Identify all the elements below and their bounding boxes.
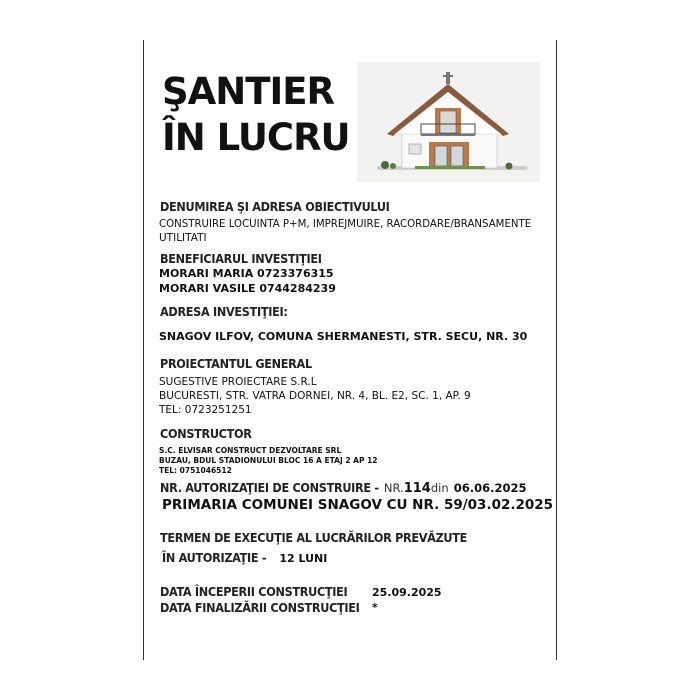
beneficiar-line-2: MORARI VASILE 0744284239 bbox=[159, 282, 336, 295]
proiectant-line-1: SUGESTIVE PROIECTARE S.R.L bbox=[159, 376, 317, 388]
autorizatie-row bbox=[160, 477, 527, 496]
termen-heading-line-2: ÎN AUTORIZAŢIE - bbox=[162, 550, 267, 565]
termen-value: 12 LUNI bbox=[279, 552, 328, 565]
autorizatie-issuer: PRIMARIA COMUNEI SNAGOV CU NR. 59/03.02.2025 bbox=[162, 497, 554, 513]
constructor-heading: CONSTRUCTOR bbox=[160, 426, 252, 441]
adresa-heading: ADRESA INVESTIŢIEI: bbox=[160, 304, 288, 319]
obiectiv-heading: DENUMIREA ŞI ADRESA OBIECTIVULUI bbox=[160, 199, 390, 214]
autorizatie-din: din bbox=[430, 481, 449, 495]
autorizatie-date: 06.06.2025 bbox=[453, 481, 527, 495]
termen-row bbox=[162, 547, 327, 566]
title-line-1: ŞANTIER bbox=[162, 70, 335, 113]
data-finalizare-value: * bbox=[372, 601, 378, 614]
autorizatie-heading: NR. AUTORIZAŢIEI DE CONSTRUIRE - bbox=[160, 480, 379, 495]
data-finalizare-label: DATA FINALIZĂRII CONSTRUCŢIEI bbox=[160, 600, 360, 615]
title-line-2: ÎN LUCRU bbox=[162, 116, 350, 159]
termen-heading-line-1: TERMEN DE EXECUŢIE AL LUCRĂRILOR PREVĂZUTE bbox=[160, 530, 468, 545]
obiectiv-line-2: UTILITATI bbox=[159, 232, 207, 244]
proiectant-heading: PROIECTANTUL GENERAL bbox=[160, 356, 312, 371]
proiectant-line-3: TEL: 0723251251 bbox=[159, 404, 252, 416]
adresa-line-1: SNAGOV ILFOV, COMUNA SHERMANESTI, STR. SECU, NR. 30 bbox=[159, 330, 528, 343]
left-border-line bbox=[143, 40, 144, 660]
autorizatie-nr-label: NR. bbox=[383, 481, 404, 495]
obiectiv-line-1: CONSTRUIRE LOCUINTA P+M, IMPREJMUIRE, RACORDARE/BRANSAMENTE bbox=[159, 219, 532, 230]
proiectant-line-2: BUCURESTI, STR. VATRA DORNEI, NR. 4, BL. E2, SC. 1, AP. 9 bbox=[159, 390, 471, 402]
beneficiar-heading: BENEFICIARUL INVESTIŢIEI bbox=[160, 251, 322, 266]
constructor-line-1: S.C. ELVISAR CONSTRUCT DEZVOLTARE SRL bbox=[159, 446, 342, 455]
constructor-line-3: TEL: 0751046512 bbox=[159, 466, 232, 475]
beneficiar-line-1: MORARI MARIA 0723376315 bbox=[159, 267, 334, 280]
autorizatie-number: 114 bbox=[403, 481, 431, 496]
data-incepere-label: DATA ÎNCEPERII CONSTRUCŢIEI bbox=[160, 584, 348, 599]
constructor-line-2: BUZAU, BDUL STADIONULUI BLOC 16 A ETAJ 2 AP 12 bbox=[159, 456, 378, 465]
house-illustration-icon bbox=[357, 62, 540, 182]
right-border-line bbox=[556, 40, 557, 660]
data-incepere-value: 25.09.2025 bbox=[372, 586, 442, 599]
